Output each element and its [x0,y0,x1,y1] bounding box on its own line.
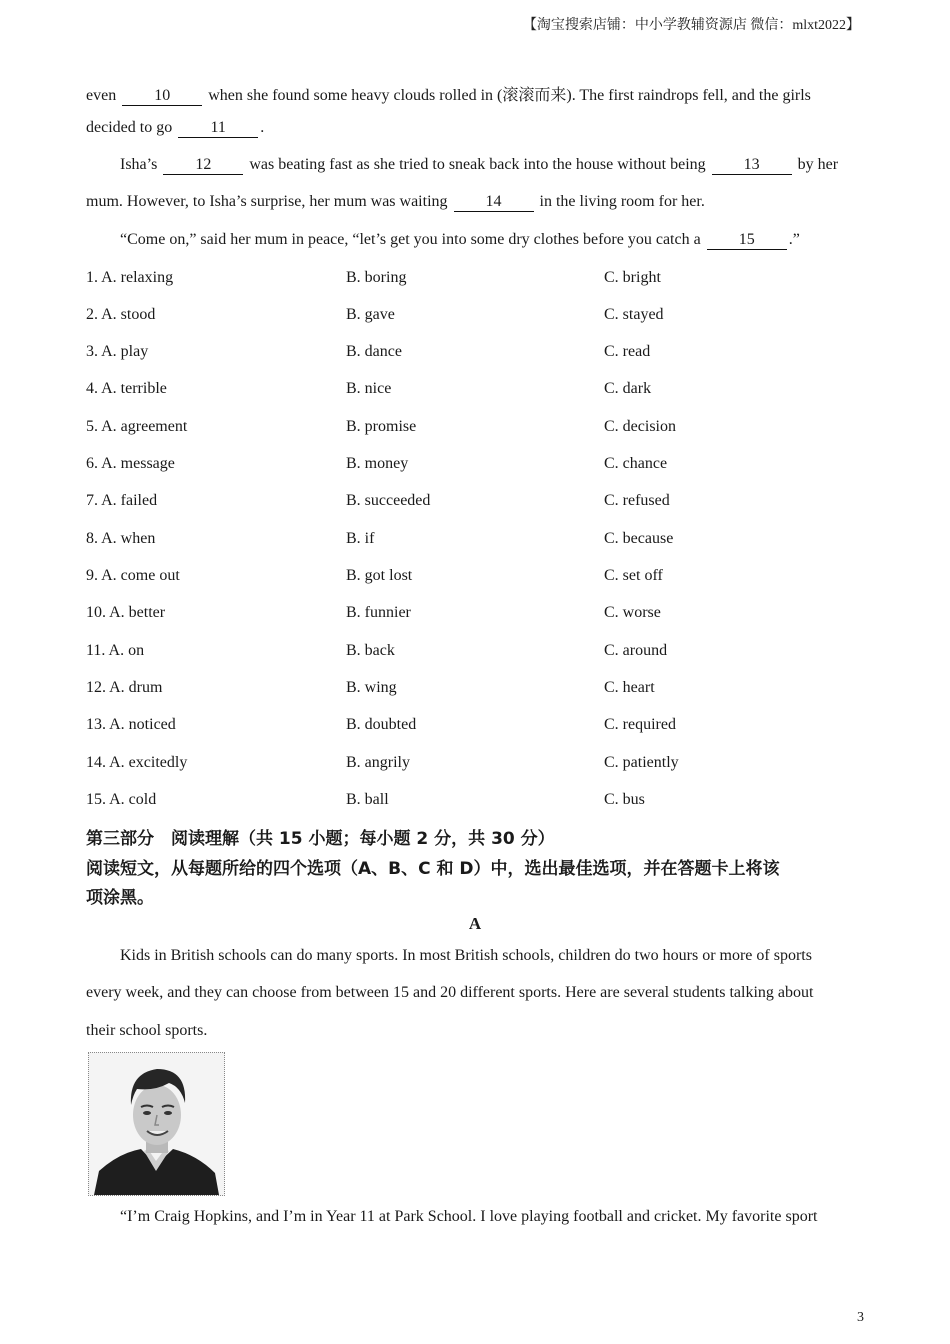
text: when she found some heavy clouds rolled in (滚滚而来). The first raindrops fell, and the girls [208,87,811,104]
page-number: 3 [857,1310,864,1325]
passage-line [86,193,705,212]
option-row [86,754,886,776]
option-c: C. chance [604,455,668,472]
option-row [86,716,886,738]
passage-line [120,231,800,250]
option-a: 1. A. relaxing [86,269,174,286]
option-b: B. if [346,530,375,547]
option-b: B. back [346,642,395,659]
option-row [86,679,886,701]
option-row [86,306,886,328]
option-row [86,567,886,589]
option-a: 2. A. stood [86,306,156,323]
option-c: C. bright [604,269,661,286]
option-b: B. boring [346,269,407,286]
option-c: C. because [604,530,674,547]
intro-line: every week, and they can choose from between 15 and 20 different sports. Here are several students talking about [86,984,814,1001]
option-b: B. gave [346,306,395,323]
option-b: B. nice [346,380,392,397]
option-c: C. required [604,716,676,733]
text: .” [788,231,800,248]
text: even [86,87,117,104]
option-c: C. heart [604,679,655,696]
blank-13: 13 [712,156,792,175]
option-row [86,604,886,626]
student-photo [88,1052,225,1196]
passage-line [86,119,264,138]
option-c: C. set off [604,567,663,584]
option-c: C. bus [604,791,645,808]
option-b: B. funnier [346,604,411,621]
text: was beating fast as she tried to sneak back into the house without being [249,156,706,173]
intro-line: Kids in British schools can do many sports. In most British schools, children do two hours or more of sports [120,947,812,964]
option-a: 13. A. noticed [86,716,176,733]
option-a: 11. A. on [86,642,145,659]
option-row [86,380,886,402]
option-b: B. doubted [346,716,417,733]
passage-letter: A [468,914,482,933]
option-row [86,791,886,813]
portrait-image [89,1053,224,1195]
option-b: B. succeeded [346,492,431,509]
option-c: C. worse [604,604,661,621]
option-b: B. dance [346,343,402,360]
quote-line: “I’m Craig Hopkins, and I’m in Year 11 at Park School. I love playing football and cricket. My favorite sport [120,1208,818,1225]
option-c: C. read [604,343,651,360]
option-b: B. promise [346,418,417,435]
text: decided to go [86,119,173,136]
option-c: C. dark [604,380,652,397]
option-a: 7. A. failed [86,492,158,509]
section-title: 第三部分 阅读理解（共 15 小题；每小题 2 分，共 30 分） [86,829,555,849]
option-row [86,492,886,514]
blank-12: 12 [163,156,243,175]
option-a: 3. A. play [86,343,149,360]
option-b: B. ball [346,791,389,808]
option-a: 9. A. come out [86,567,180,584]
option-row [86,269,886,291]
blank-11: 11 [178,119,258,138]
option-row [86,455,886,477]
blank-10: 10 [122,87,202,106]
text: mum. However, to Isha’s surprise, her mum was waiting [86,193,448,210]
text: “Come on,” said her mum in peace, “let’s get you into some dry clothes before you catch a [120,231,701,248]
text: in the living room for her. [539,193,705,210]
section-instruction: 项涂黑。 [86,888,154,908]
option-a: 10. A. better [86,604,166,621]
option-row [86,343,886,365]
option-b: B. wing [346,679,397,696]
option-c: C. decision [604,418,676,435]
option-row [86,642,886,664]
option-a: 8. A. when [86,530,156,547]
section-instruction: 阅读短文，从每题所给的四个选项（A、B、C 和 D）中，选出最佳选项，并在答题卡上将该 [86,859,780,879]
option-a: 4. A. terrible [86,380,167,397]
option-a: 12. A. drum [86,679,163,696]
text: Isha’s [120,156,158,173]
text: . [260,119,265,136]
blank-15: 15 [707,231,787,250]
text: by her [797,156,839,173]
option-b: B. money [346,455,409,472]
blank-14: 14 [454,193,534,212]
option-a: 5. A. agreement [86,418,188,435]
option-row [86,530,886,552]
passage-line [120,156,838,175]
intro-line: their school sports. [86,1022,208,1039]
option-b: B. angrily [346,754,410,771]
option-a: 14. A. excitedly [86,754,188,771]
passage-line [86,82,811,106]
option-c: C. around [604,642,668,659]
option-a: 15. A. cold [86,791,157,808]
option-c: C. stayed [604,306,664,323]
option-row [86,418,886,440]
option-c: C. patiently [604,754,679,771]
option-c: C. refused [604,492,670,509]
option-a: 6. A. message [86,455,175,472]
header-shop-info: 【淘宝搜索店铺：中小学教辅资源店 微信：mlxt2022】 [522,18,860,33]
option-b: B. got lost [346,567,413,584]
